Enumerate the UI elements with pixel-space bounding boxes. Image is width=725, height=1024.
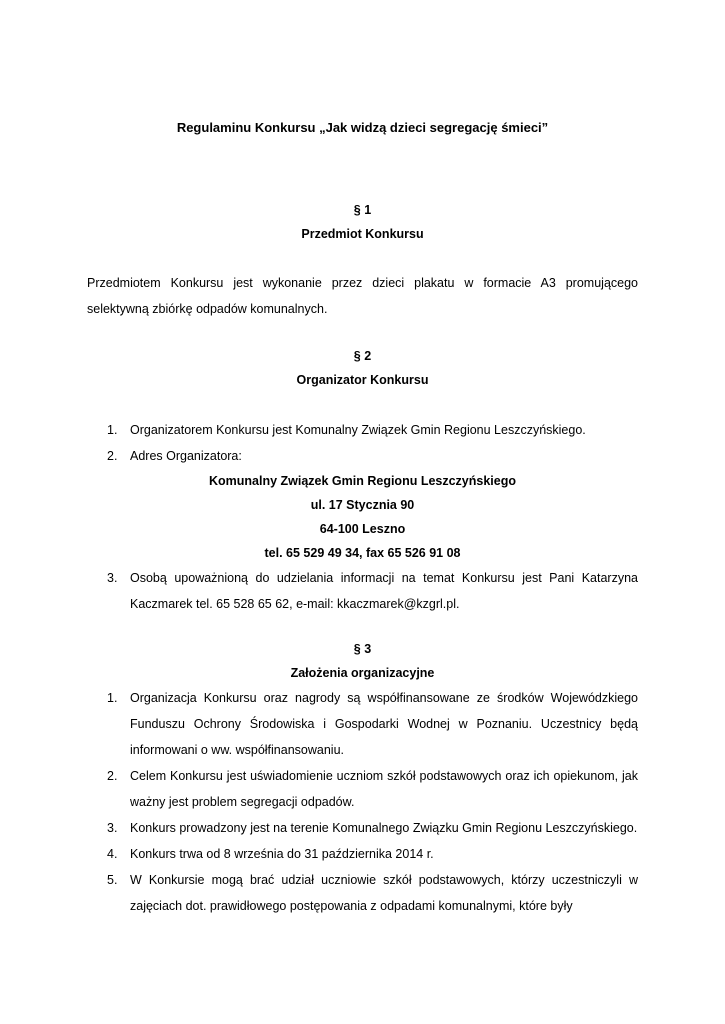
- address-city: 64-100 Leszno: [319, 522, 406, 536]
- list-item: [87, 763, 638, 815]
- section-1-symbol: § 1: [353, 203, 372, 217]
- list-item-text: Konkurs prowadzony jest na terenie Komunalnego Związku Gmin Regionu Leszczyńskiego.: [130, 821, 638, 835]
- list-item: [87, 815, 638, 841]
- list-item-number: 3.: [107, 821, 118, 835]
- list-item-number: 2.: [107, 769, 118, 783]
- list-item-number: 2.: [107, 449, 118, 463]
- address-street: ul. 17 Stycznia 90: [310, 498, 415, 512]
- list-item-number: 1.: [107, 691, 118, 705]
- organizer-address: [87, 469, 638, 565]
- list-item-text: W Konkursie mogą brać udział uczniowie szkół podstawowych, którzy uczestniczyli w zajęciach dot. prawidłowego postępowania z odpadami komunalnymi, które były: [130, 873, 638, 913]
- list-item: [87, 867, 638, 919]
- section-2-heading: Organizator Konkursu: [296, 373, 429, 387]
- section-3-heading: Założenia organizacyjne: [290, 666, 435, 680]
- list-item-number: 4.: [107, 847, 118, 861]
- document-title: Regulaminu Konkursu „Jak widzą dzieci segregację śmieci”: [176, 120, 549, 135]
- address-name: Komunalny Związek Gmin Regionu Leszczyńskiego: [208, 474, 516, 488]
- list-item: [87, 565, 638, 617]
- list-item-number: 5.: [107, 873, 118, 887]
- section-1-paragraph: Przedmiotem Konkursu jest wykonanie przez dzieci plakatu w formacie A3 promującego selektywną zbiórkę odpadów komunalnych.: [87, 276, 638, 316]
- section-3-symbol: § 3: [353, 642, 372, 656]
- list-item: [87, 417, 638, 443]
- list-item: [87, 841, 638, 867]
- section-2-list: [87, 417, 638, 617]
- list-item: [87, 443, 638, 565]
- address-phone: tel. 65 529 49 34, fax 65 526 91 08: [264, 546, 461, 560]
- section-1-heading: Przedmiot Konkursu: [301, 227, 424, 241]
- list-item-text: Celem Konkursu jest uświadomienie uczniom szkół podstawowych oraz ich opiekunom, jak ważny jest problem segregacji odpadów.: [130, 769, 638, 809]
- section-3-list: [87, 685, 638, 919]
- list-item: [87, 685, 638, 763]
- list-item-text: Organizacja Konkursu oraz nagrody są współfinansowane ze środków Wojewódzkiego Funduszu Ochrony Środowiska i Gospodarki Wodnej w Poznaniu. Uczestnicy będą informowani o ww. współfinansowaniu.: [130, 691, 638, 757]
- list-item-number: 3.: [107, 571, 118, 585]
- list-item-text: Osobą upoważnioną do udzielania informacji na temat Konkursu jest Pani Katarzyna Kaczmarek tel. 65 528 65 62, e-mail: kkaczmarek@kzgrl.pl.: [130, 571, 638, 611]
- list-item-text: Organizatorem Konkursu jest Komunalny Związek Gmin Regionu Leszczyńskiego.: [130, 423, 586, 437]
- list-item-text: Konkurs trwa od 8 września do 31 października 2014 r.: [130, 847, 434, 861]
- section-2-symbol: § 2: [353, 349, 372, 363]
- list-item-text: Adres Organizatora:: [130, 449, 242, 463]
- list-item-number: 1.: [107, 423, 118, 437]
